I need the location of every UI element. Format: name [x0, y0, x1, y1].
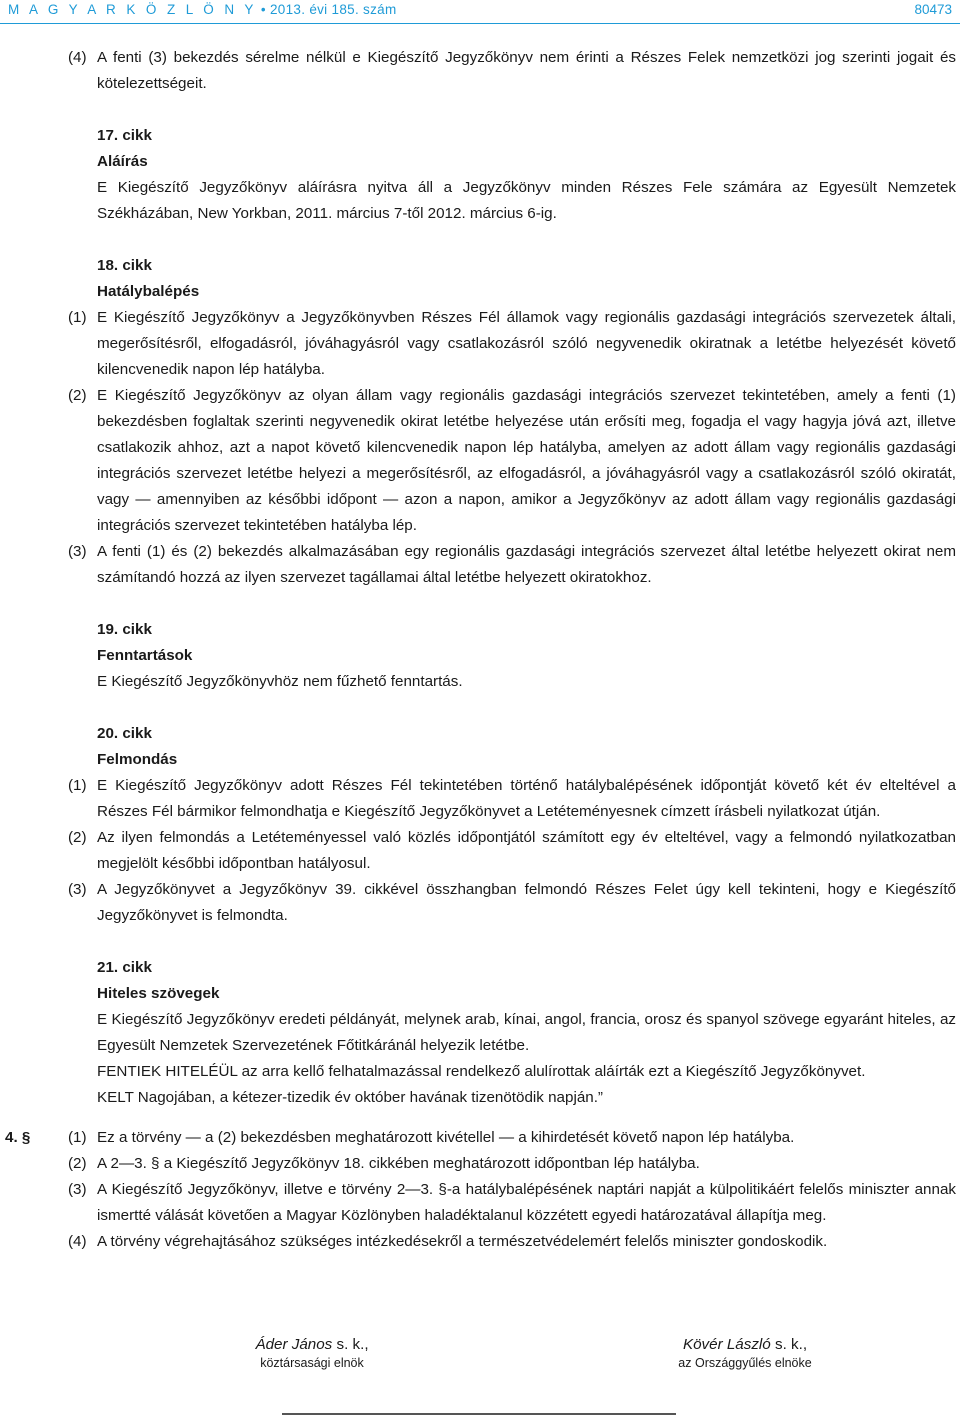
article-17-title: Aláírás: [97, 153, 148, 170]
signatory-role: köztársasági elnök: [260, 1356, 364, 1370]
paragraph-number: (3): [68, 881, 87, 898]
signatory-name: Kövér László: [682, 1336, 771, 1353]
article-19-title: Fenntartások: [97, 647, 193, 664]
article-18-paragraph-2: [0, 383, 960, 539]
paragraph-text: A fenti (3) bekezdés sérelme nélkül e Kiegészítő Jegyzőkönyv nem érinti a Részes Felek nemzetközi jog szerinti jogait és kötelezettségeit.: [97, 49, 956, 92]
article-21-title: Hiteles szövegek: [97, 985, 220, 1002]
paragraph-text: A törvény végrehajtásához szükséges intézkedésekről a természetvédelemért felelős miniszter gondoskodik.: [97, 1233, 828, 1250]
article-19-number: 19. cikk: [97, 621, 152, 638]
paragraph-text: A 2—3. § a Kiegészítő Jegyzőkönyv 18. cikkében meghatározott időpontban lép hatályba.: [97, 1155, 700, 1172]
paragraph-text: Ez a törvény — a (2) bekezdésben meghatározott kivétellel — a kihirdetését követő napon lép hatályba.: [97, 1129, 795, 1146]
paragraph-text: E Kiegészítő Jegyzőkönyv adott Részes Fél tekintetében történő hatálybalépésének időpontját követő két év elteltével a Részes Fél bármikor felmondhatja e Kiegészítő Jegyzőkönyvet a Letéteményesnek címzett írásbeli nyilatkozat útján.: [97, 777, 956, 820]
paragraph-text: A fenti (1) és (2) bekezdés alkalmazásában egy regionális gazdasági integrációs szervezet által letétbe helyezett okirat nem számítandó hozzá az ilyen szervezet tagállamai által letétbe helyezett okiratokhoz.: [97, 543, 956, 586]
article-20-title: Felmondás: [97, 751, 178, 768]
paragraph-number: (4): [68, 49, 87, 66]
paragraph-number: (1): [68, 1129, 87, 1146]
article-20-paragraph-1: [0, 773, 960, 825]
article-20-paragraph-2: [0, 825, 960, 877]
article-18-number: 18. cikk: [97, 257, 152, 274]
journal-title: [8, 2, 397, 17]
issue-number: 2013. évi 185. szám: [269, 2, 397, 17]
page-header: [0, 0, 960, 24]
page-number: 80473: [914, 2, 952, 17]
paragraph-number: (3): [68, 543, 87, 560]
header-rule: [0, 23, 960, 24]
paragraph-number: (2): [68, 1155, 87, 1172]
article-20-number: 20. cikk: [97, 725, 152, 742]
signature-suffix: s. k.,: [332, 1336, 369, 1353]
article-18-title: Hatálybalépés: [97, 283, 200, 300]
article-20-paragraph-3: [0, 877, 960, 929]
intro-paragraph: [0, 45, 960, 97]
article-21-done-at: KELT Nagojában, a kétezer-tizedik év október havának tizenötödik napján.”: [97, 1089, 603, 1106]
header-bullet: •: [260, 2, 266, 17]
article-19-text: E Kiegészítő Jegyzőkönyvhöz nem fűzhető fenntartás.: [97, 673, 463, 690]
article-21-text: E Kiegészítő Jegyzőkönyv eredeti példányát, melynek arab, kínai, angol, francia, orosz és spanyol szövege egyaránt hiteles, az Egyesült Nemzetek Szervezetének Főtitkáránál helyezik letétbe.: [97, 1011, 956, 1054]
signature-block: [0, 1335, 960, 1375]
signature-president: [230, 1335, 394, 1371]
paragraph-number: (3): [68, 1181, 87, 1198]
article-21-number: 21. cikk: [97, 959, 152, 976]
signatory-role: az Országgyűlés elnöke: [678, 1356, 812, 1370]
section-4-paragraph-4: [0, 1229, 960, 1255]
article-18-paragraph-1: [0, 305, 960, 383]
section-4-paragraph-2: [0, 1151, 960, 1177]
paragraph-number: (2): [68, 387, 87, 404]
signature-speaker: [640, 1335, 850, 1371]
section-4-paragraph-3: [0, 1177, 960, 1229]
article-17-text: E Kiegészítő Jegyzőkönyv aláírásra nyitva áll a Jegyzőkönyv minden Részes Fele számára az Egyesült Nemzetek Székházában, New Yorkban, 2011. március 7-től 2012. március 6-ig.: [97, 179, 956, 222]
signatory-name: Áder János: [255, 1336, 333, 1353]
paragraph-number: (1): [68, 309, 87, 326]
article-18-paragraph-3: [0, 539, 960, 591]
section-label: 4. §: [5, 1129, 31, 1146]
paragraph-text: E Kiegészítő Jegyzőkönyv a Jegyzőkönyvben Részes Fél államok vagy regionális gazdasági integrációs szervezetek általi, megerősítésről, elfogadásról, jóváhagyásról vagy csatlakozásról szóló negyvenedik okiratnak a letétbe helyezését követő kilencvenedik napon lép hatályba.: [97, 309, 956, 378]
paragraph-number: (1): [68, 777, 87, 794]
article-17-number: 17. cikk: [97, 127, 152, 144]
section-4-paragraph-1: [0, 1125, 960, 1151]
paragraph-text: Az ilyen felmondás a Letéteményessel való közlés időpontjától számított egy év elteltével, vagy a felmondó nyilatkozatban megjelölt későbbi időpontban hatályosul.: [97, 829, 956, 872]
paragraph-text: A Kiegészítő Jegyzőkönyv, illetve e törvény 2—3. §-a hatálybalépésének naptári napját a külpolitikáért felelős miniszter annak ismertté válását követően a Magyar Közlönyben haladéktalanul közzétett egyedi határozatával állapítja meg.: [97, 1181, 956, 1224]
paragraph-text: A Jegyzőkönyvet a Jegyzőkönyv 39. cikkével összhangban felmondó Részes Felet úgy kell tekinteni, hogy e Kiegészítő Jegyzőkönyvet is felmondta.: [97, 881, 956, 924]
paragraph-text: E Kiegészítő Jegyzőkönyv az olyan állam vagy regionális gazdasági integrációs szervezet tekintetében, amely a fenti (1) bekezdésben foglaltak szerinti negyvenedik okirat letétbe helyezése után erősíti meg, fogadja el vagy hagyja jóvá azt, illetve csatlakozik ahhoz, azt a napot követő kilencvenedik napon lép hatályba, amelyen az adott állam vagy regionális gazdasági integrációs szervezet letétbe helyezi a megerősítésről, az elfogadásról, a jóváhagyásról vagy a csatlakozásról szóló okiratát, vagy — amennyiben az későbbi időpont — azon a napon, amikor a Jegyzőkönyv az adott állam vagy regionális gazdasági integrációs szervezet tekintetében hatályba lép.: [97, 387, 956, 534]
document-body: [0, 45, 960, 1255]
signature-suffix: s. k.,: [770, 1336, 808, 1353]
closing-rule: [282, 1413, 676, 1415]
paragraph-number: (4): [68, 1233, 87, 1250]
paragraph-number: (2): [68, 829, 87, 846]
article-21-witness: FENTIEK HITELÉÜL az arra kellő felhatalmazással rendelkező alulírottak aláírták ezt a Kiegészítő Jegyzőkönyvet.: [97, 1063, 866, 1080]
journal-name: M A G Y A R K Ö Z L Ö N Y: [8, 2, 257, 17]
